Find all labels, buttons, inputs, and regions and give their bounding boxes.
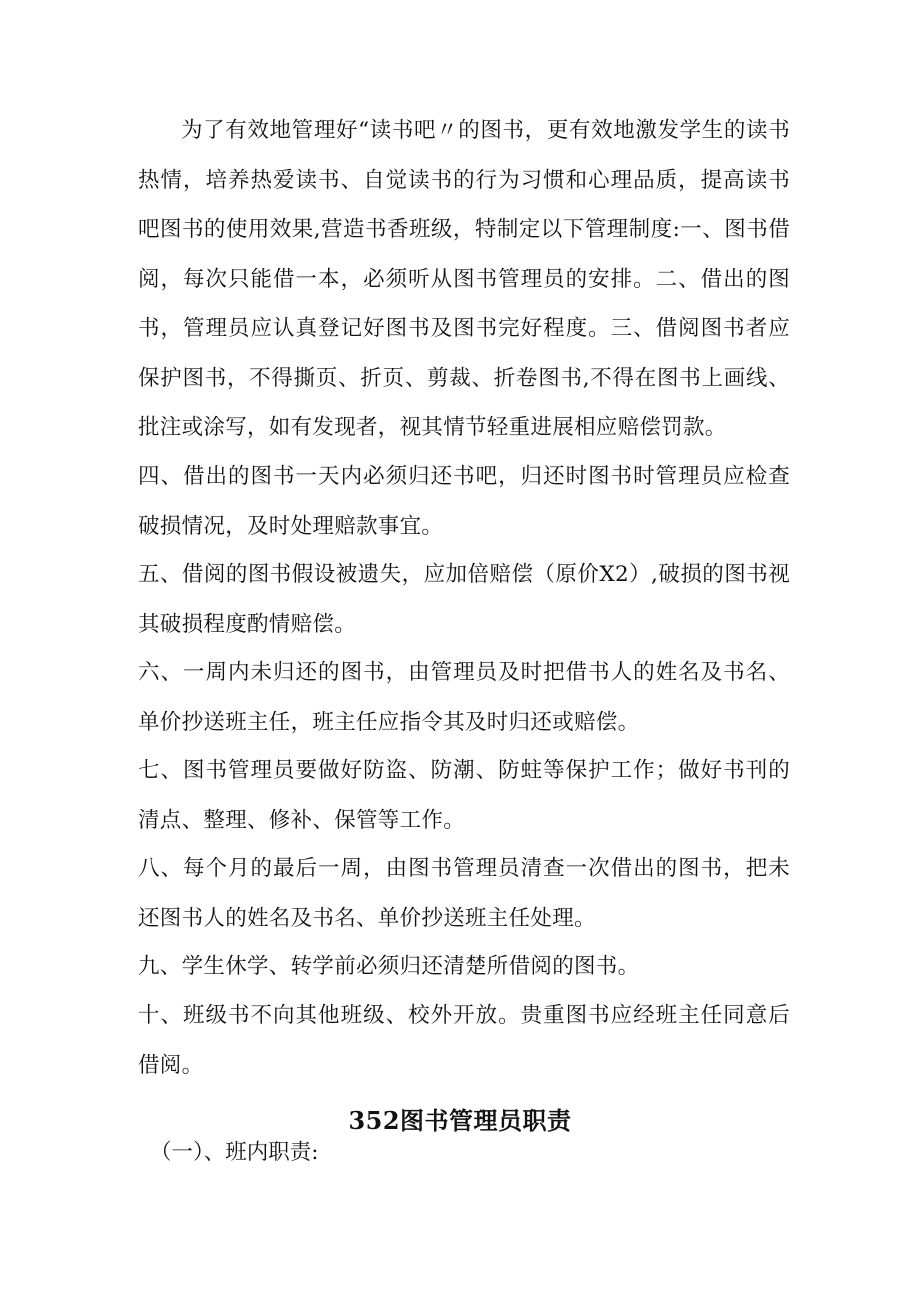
paragraph-rules-intro: 为了有效地管理好“读书吧〃的图书，更有效地激发学生的读书热情，培养热爱读书、自觉读书的行为习惯和心理品质，提高读书吧图书的使用效果,营造书香班级，特制定以下管理制度:一、图书借阅，每次只能借一本，必须听从图书管理员的安排。二、借出的图书，管理员应认真登记好图书及图书完好程度。三、借阅图书者应保护图书，不得撕页、折页、剪裁、折卷图书,不得在图书上画线、批注或涂写，如有发现者，视其情节轻重进展相应赔偿罚款。 [138,118,790,440]
paragraph-rule-7: 七、图书管理员要做好防盗、防潮、防蛀等保护工作；做好书刊的清点、整理、修补、保管等工作。 [138,758,790,833]
paragraph-rule-9: 九、学生休学、转学前必须归还清楚所借阅的图书。 [138,954,640,979]
paragraph-rule-4: 四、借出的图书一天内必须归还书吧，归还时图书时管理员应检查破损情况，及时处理赔款事宜。 [138,464,790,539]
paragraph-rule-5: 五、借阅的图书假设被遗失，应加倍赔偿（原价X2）,破损的图书视其破损程度酌情赔偿。 [138,562,790,637]
section-subheading: （一）、班内职责: [150,1140,319,1165]
paragraph-rule-8: 八、每个月的最后一周，由图书管理员清查一次借出的图书，把未还图书人的姓名及书名、单价抄送班主任处理。 [138,856,790,931]
paragraph-rule-6: 六、一周内未归还的图书，由管理员及时把借书人的姓名及书名、单价抄送班主任，班主任应指令其及时归还或赔偿。 [138,660,790,735]
section-heading: 352图书管理员职责 [348,1106,572,1135]
paragraph-rule-10: 十、班级书不向其他班级、校外开放。贵重图书应经班主任同意后借阅。 [138,1003,790,1078]
